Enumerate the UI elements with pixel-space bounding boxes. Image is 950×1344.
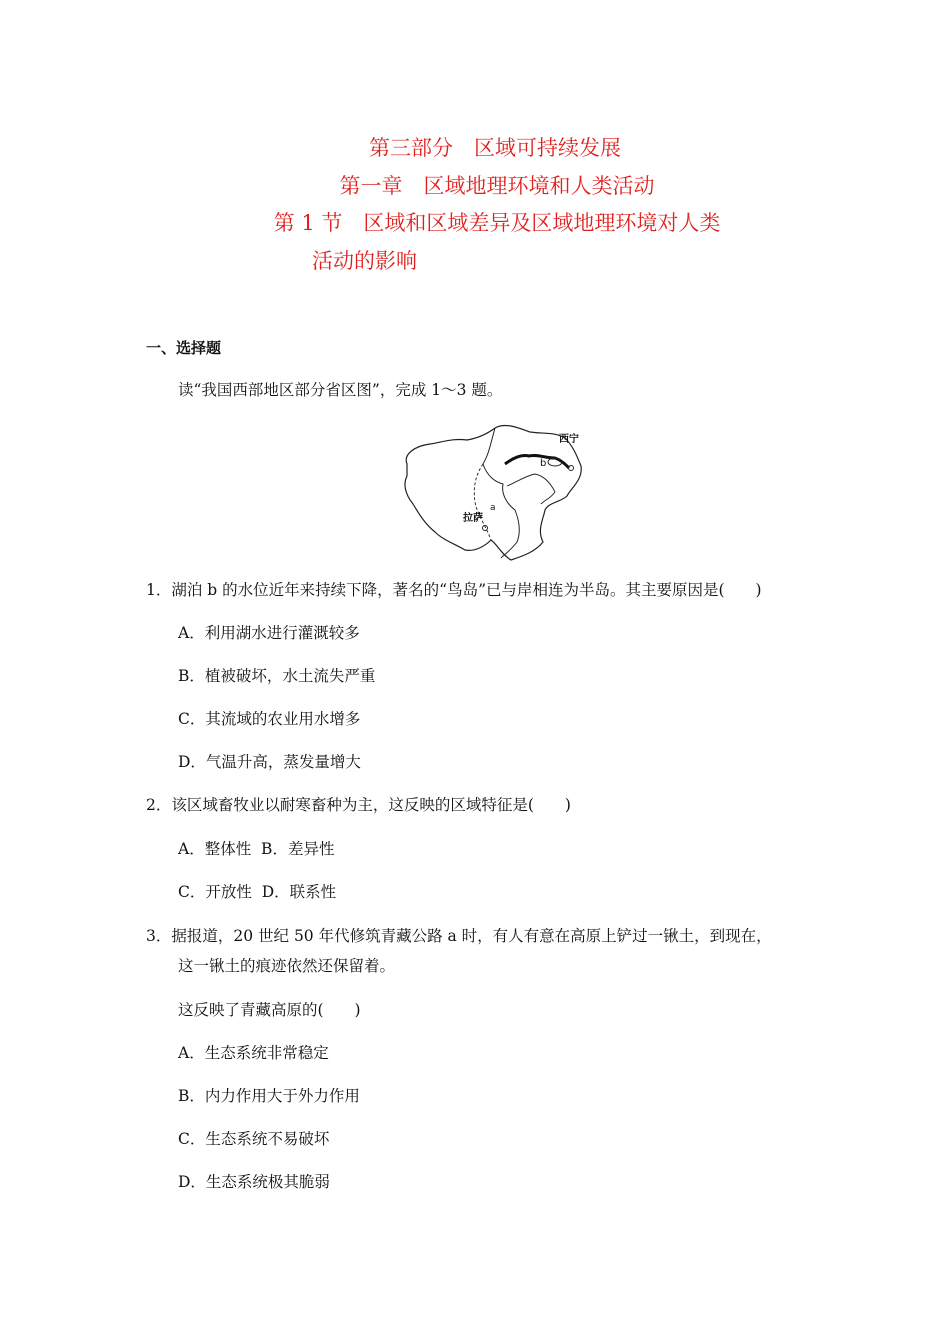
question-3-option-a: A．生态系统非常稳定	[178, 1044, 329, 1062]
label-xining: 西宁	[559, 434, 579, 445]
map-boundary	[483, 428, 519, 558]
section-title-line1: 第 1 节 区域和区域差异及区域地理环境对人类	[273, 211, 721, 235]
question-3-stem-line3: 这反映了青藏高原的( )	[178, 1001, 361, 1019]
xining-marker	[569, 466, 574, 471]
question-3-stem-line1: 3．据报道，20 世纪 50 年代修筑青藏公路 a 时，有人有意在高原上铲过一锹土，到现在，	[146, 927, 772, 945]
question-3-option-b: B．内力作用大于外力作用	[178, 1087, 360, 1105]
question-1-option-c: C．其流域的农业用水增多	[178, 710, 361, 728]
part-title: 第三部分 区域可持续发展	[369, 136, 621, 160]
label-b: b	[540, 458, 547, 469]
label-lhasa: 拉萨	[463, 513, 483, 524]
question-2-options-ab: A．整体性 B．差异性	[178, 840, 335, 858]
map-detail	[507, 474, 555, 504]
qinghai-tibet-railway	[505, 455, 569, 468]
chapter-title: 第一章 区域地理环境和人类活动	[339, 174, 655, 198]
province-map	[395, 424, 595, 564]
question-2-stem: 2．该区域畜牧业以耐寒畜种为主，这反映的区域特征是( )	[146, 796, 571, 814]
section-heading: 一、选择题	[146, 339, 222, 357]
question-1-option-b: B．植被破坏，水土流失严重	[178, 667, 376, 685]
question-1-option-d: D．气温升高，蒸发量增大	[178, 753, 361, 771]
question-1-stem: 1．湖泊 b 的水位近年来持续下降，著名的“鸟岛”已与岸相连为半岛。其主要原因是( )	[146, 581, 762, 599]
question-3-stem-line2: 这一锹土的痕迹依然还保留着。	[178, 957, 396, 975]
question-1-option-a: A．利用湖水进行灌溉较多	[178, 624, 360, 642]
question-3-option-c: C．生态系统不易破坏	[178, 1130, 330, 1148]
label-a: a	[490, 503, 496, 513]
question-3-option-d: D．生态系统极其脆弱	[178, 1173, 330, 1191]
intro-text: 读“我国西部地区部分省区图”，完成 1～3 题。	[178, 381, 503, 399]
section-title-line2: 活动的影响	[312, 249, 417, 273]
question-2-options-cd: C．开放性 D．联系性	[178, 883, 337, 901]
